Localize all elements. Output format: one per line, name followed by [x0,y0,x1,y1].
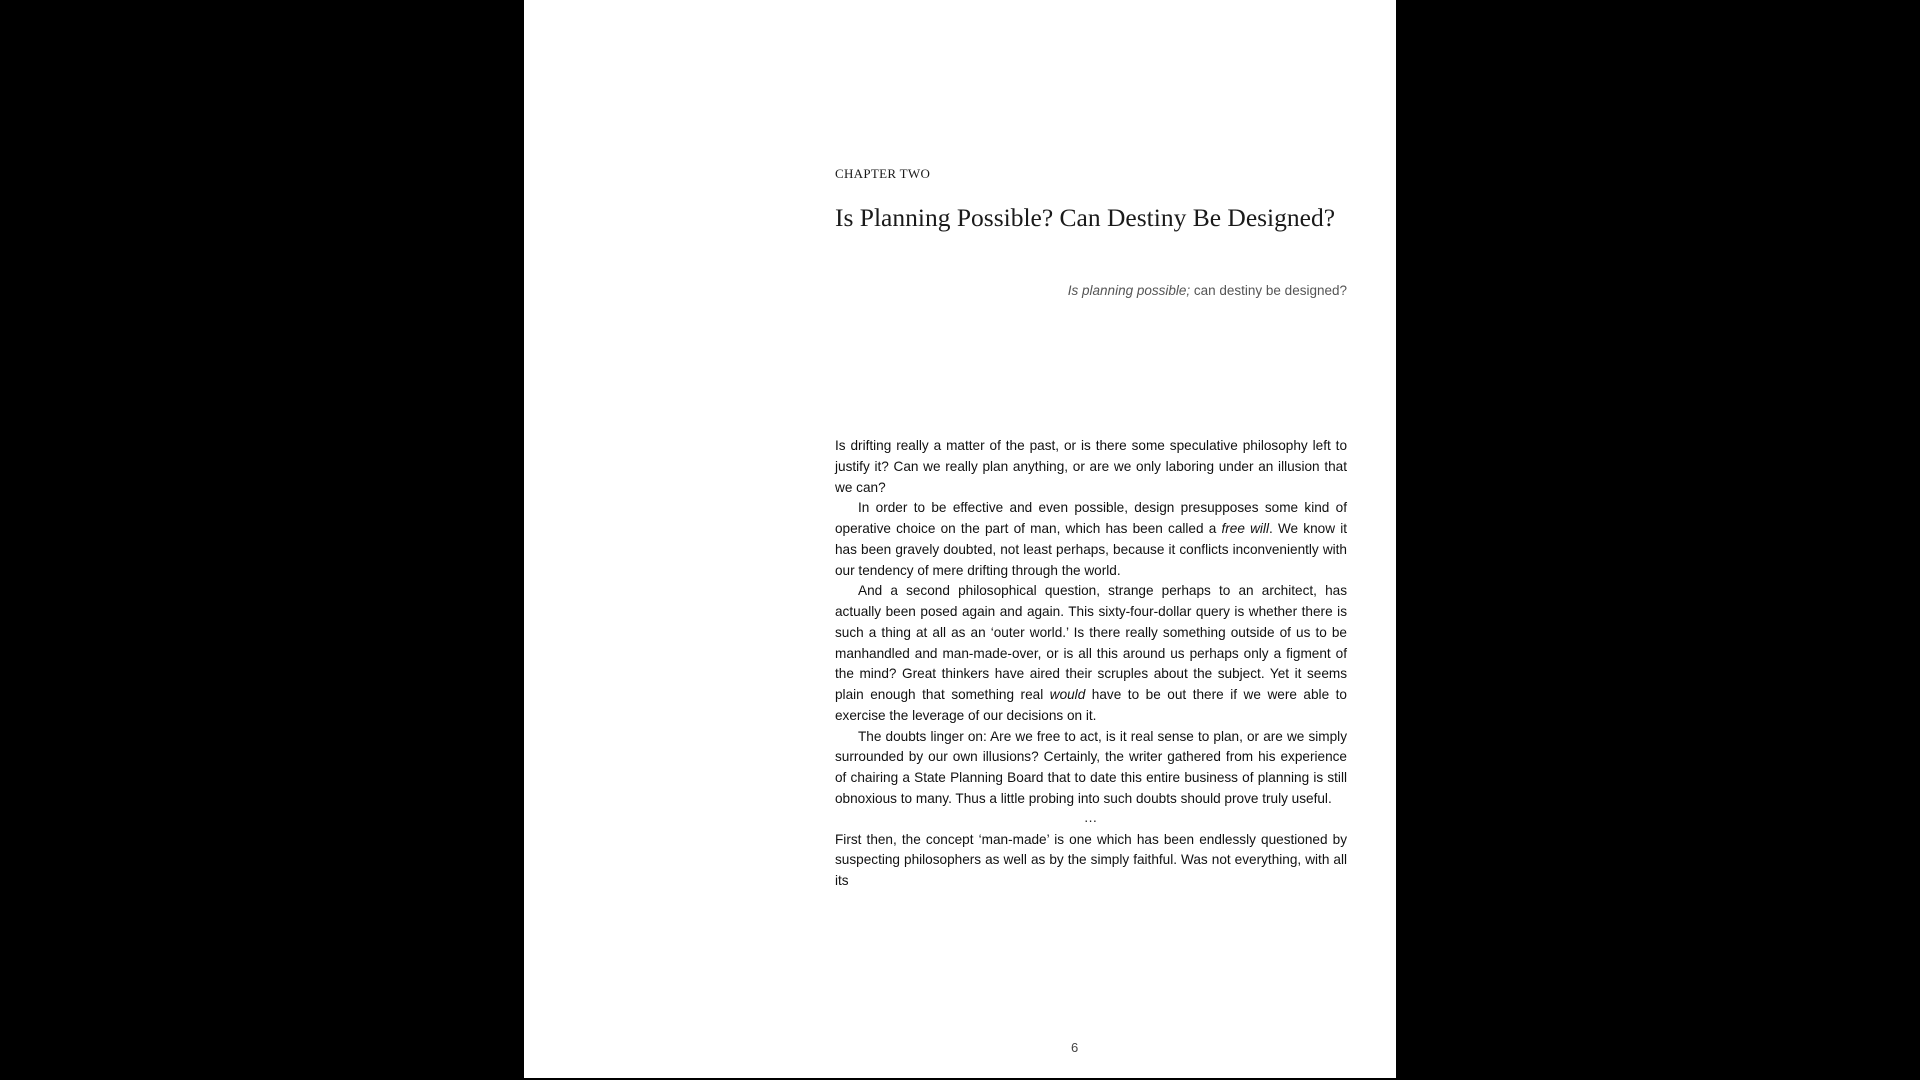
paragraph-3 [835,581,1347,726]
paragraph-emphasis: free will [1221,521,1269,536]
paragraph-text: And a second philosophical question, strange perhaps to an architect, has actually been posed again and again. This sixty-four-dollar query is whether there is such a thing at all as an ‘outer world.’ Is there really something outside of us to be manhandled and man-made-over, or is all this around us perhaps only a figment of the mind? Great thinkers have aired their scruples about the subject. Yet it seems plain enough that something real [835,583,1347,702]
book-page [524,0,1396,1078]
chapter-label: CHAPTER TWO [835,166,931,181]
body-text [835,436,1347,892]
epigraph-italic: Is planning possible; [1067,283,1191,298]
paragraph-text: Is drifting really a matter of the past, or is there some speculative philosophy left to justify it? Can we really plan anything, or are we only laboring under an illusion that we can? [835,438,1347,495]
paragraph-2 [835,498,1347,581]
paragraph-1 [835,436,1347,498]
chapter-title: Is Planning Possible? Can Destiny Be Designed? [835,203,1336,232]
section-break: … [1083,809,1099,825]
paragraph-text: have to be out there if we were able to exercise the leverage of our decisions on it. [835,687,1347,723]
epigraph-regular: can destiny be designed? [1190,283,1347,298]
paragraph-4 [835,727,1347,810]
epigraph [1068,283,1347,298]
page-number-text: 6 [1071,1040,1079,1055]
paragraph-text: In order to be effective and even possible, design presupposes some kind of operative choice on the part of man, which has been called a [835,500,1347,536]
paragraph-text: . We know it has been gravely doubted, not least perhaps, because it conflicts inconveniently with our tendency of mere drifting through the world. [835,521,1348,578]
paragraph-emphasis: would [1049,687,1086,702]
paragraph-text: The doubts linger on: Are we free to act, is it real sense to plan, or are we simply surrounded by our own illusions? Certainly, the writer gathered from his experience of chairing a State Planning Board that to date this entire business of planning is still obnoxious to many. Thus a little probing into such doubts should prove truly useful. [835,728,1347,806]
paragraph-5: First then, the concept ‘man-made’ is one which has been endlessly questioned by suspecting philosophers as well as by the simply faithful. Was not everything, with all its [835,831,1347,888]
